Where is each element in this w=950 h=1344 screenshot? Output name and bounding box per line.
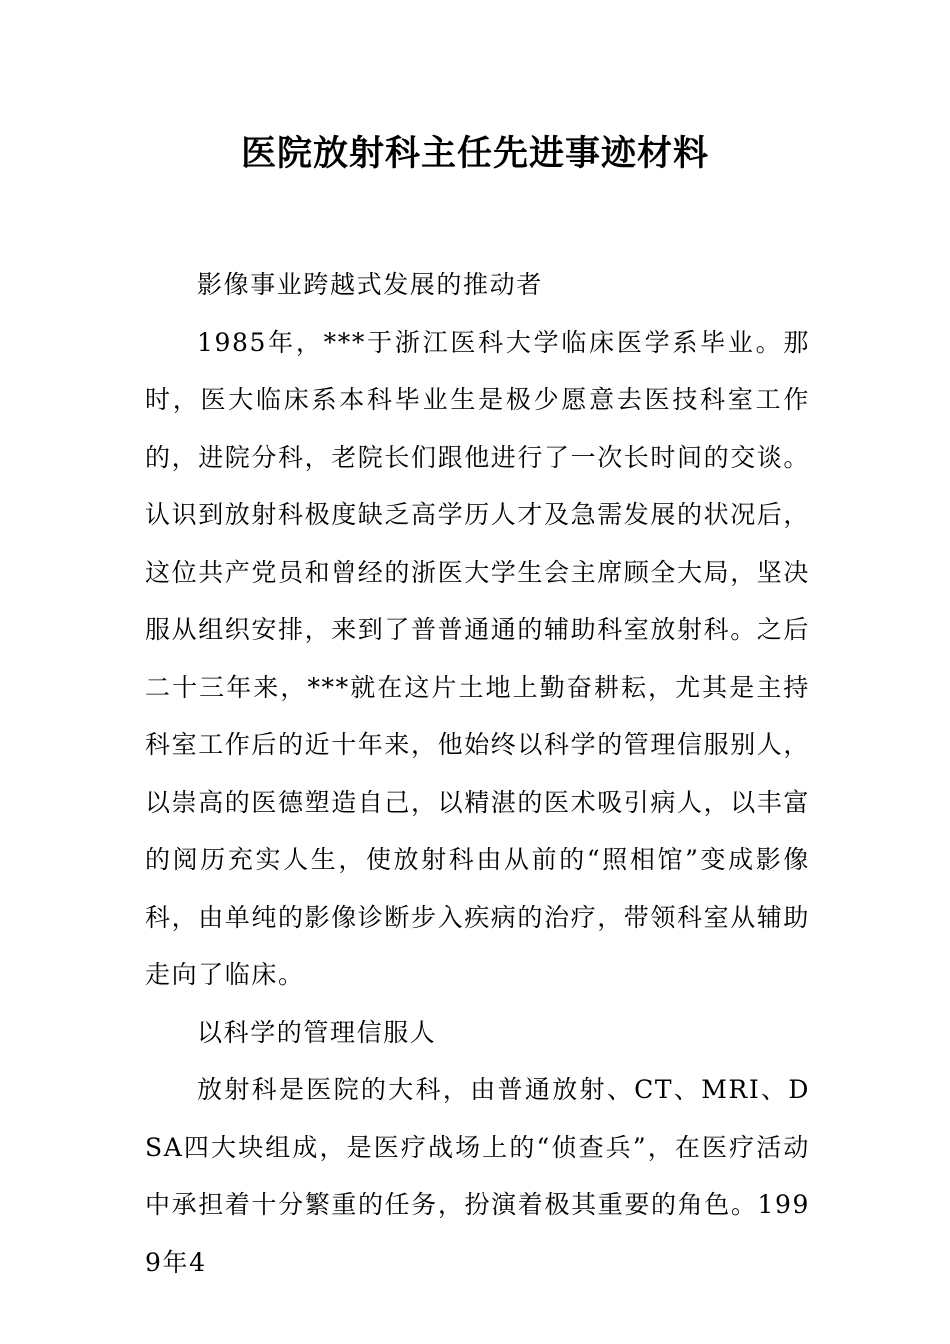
section-heading: 以科学的管理信服人 <box>197 1017 437 1047</box>
body-paragraph: 1985年，***于浙江医科大学临床医学系毕业。那时，医大临床系本科毕业生是极少愿意去医技科室工作的，进院分科，老院长们跟他进行了一次长时间的交谈。认识到放射科极度缺乏高学历人才及急需发展的状况后，这位共产党员和曾经的浙医大学生会主席顾全大局，坚决服从组织安排，来到了普普通通的辅助科室放射科。之后二十三年来，***就在这片土地上勤奋耕耘，尤其是主持科室工作后的近十年来，他始终以科学的管理信服别人，以崇高的医德塑造自己，以精湛的医术吸引病人，以丰富的阅历充实人生，使放射科由从前的“照相馆”变成影像科，由单纯的影像诊断步入疾病的治疗，带领科室从辅助走向了临床。 <box>145 327 811 989</box>
document-title: 医院放射科主任先进事迹材料 <box>240 134 709 174</box>
document-body <box>145 256 810 1291</box>
body-paragraph: 放射科是医院的大科，由普通放射、CT、MRI、DSA四大块组成，是医疗战场上的“侦查兵”，在医疗活动中承担着十分繁重的任务，扮演着极其重要的角色。1999年4 <box>145 1075 810 1277</box>
section-heading: 影像事业跨越式发展的推动者 <box>197 270 543 299</box>
